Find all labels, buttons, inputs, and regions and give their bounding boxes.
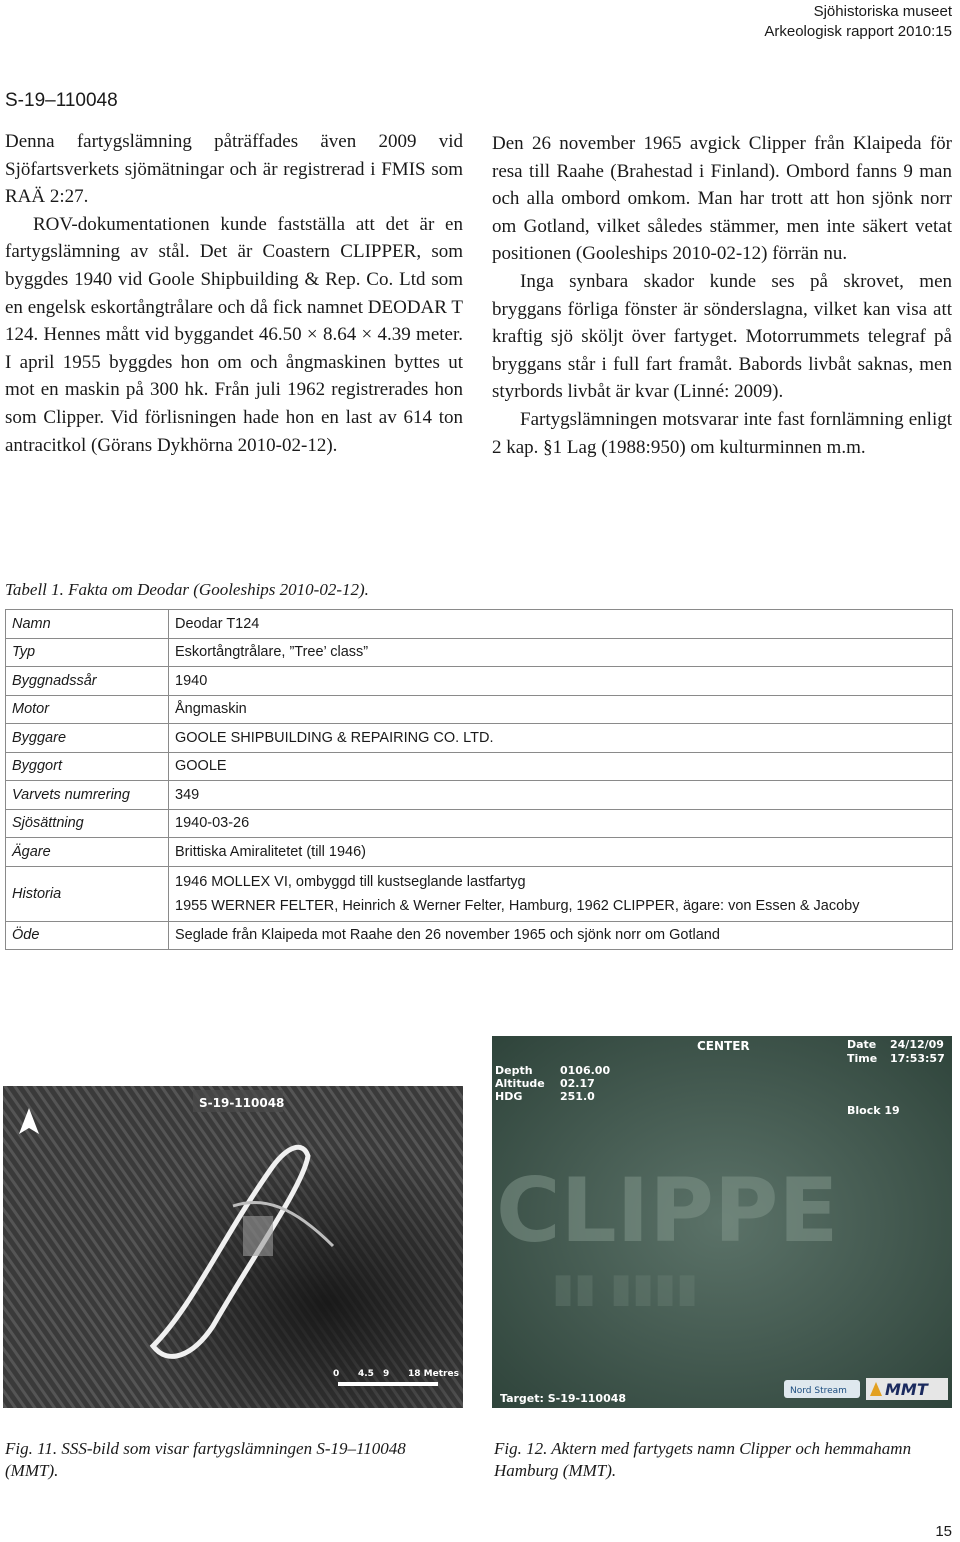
scale-bar: [338, 1382, 438, 1386]
time-label: Time: [847, 1052, 878, 1065]
hdg-label: HDG: [495, 1090, 523, 1103]
row-key: Byggnadssår: [6, 667, 169, 696]
table-row: [6, 752, 953, 781]
history-line: 1946 MOLLEX VI, ombyggd till kustseglande lastfartyg: [175, 873, 526, 890]
rov-image: [492, 1036, 952, 1408]
scale-label: 4.5: [358, 1369, 374, 1379]
table-row: [6, 866, 953, 921]
date-label: Date: [847, 1038, 877, 1051]
row-key: Historia: [6, 866, 169, 921]
row-value: GOOLE: [169, 752, 953, 781]
scale-label: 0: [333, 1369, 340, 1379]
nordstream-logo-text: Nord Stream: [790, 1386, 847, 1396]
row-key: Byggort: [6, 752, 169, 781]
paragraph: Inga synbara skador kunde ses på skrovet, men bryggans förliga fönster är sönderslagna, vilket kan visa att kraftig sjö sköljt över fartyget. Motorrummets telegraf på bryggans står i full fart framåt. Babords livbåt saknas, men styrbords livbåt är kvar (Linné: 2009).: [492, 270, 952, 403]
museum-name: Sjöhistoriska museet: [813, 3, 952, 20]
figure-11-caption: Fig. 11. SSS-bild som visar fartygslämningen S-19–110048 (MMT).: [5, 1439, 406, 1480]
table-row: [6, 610, 953, 639]
table-row: [6, 838, 953, 867]
mmt-logo-text: MMT: [885, 1380, 928, 1399]
table-row: [6, 724, 953, 753]
center-label: CENTER: [697, 1039, 750, 1053]
paragraph: Den 26 november 1965 avgick Clipper från Klaipeda för resa till Raahe (Brahestad i Finland). Ombord fanns 9 man och alla ombord omkom. Man har trott att hon sjönk norr om Gotland, vilket således stämmer, men inte säkert vetat positionen (Gooleships 2010-02-12) förrän nu.: [492, 133, 952, 265]
table-row: [6, 809, 953, 838]
figure-12-caption: Fig. 12. Aktern med fartygets namn Clipper och hemmahamn Hamburg (MMT).: [494, 1439, 912, 1480]
time-value: 17:53:57: [890, 1052, 945, 1065]
row-value: 349: [169, 781, 953, 810]
row-value: Deodar T124: [169, 610, 953, 639]
report-number: Arkeologisk rapport 2010:15: [764, 23, 952, 40]
rov-image-graphic: [492, 1036, 952, 1408]
facts-table: [5, 609, 953, 950]
depth-value: 0106.00: [560, 1064, 611, 1077]
row-key: Sjösättning: [6, 809, 169, 838]
depth-label: Depth: [495, 1064, 533, 1077]
altitude-value: 02.17: [560, 1077, 595, 1090]
scale-label: 9: [383, 1369, 390, 1379]
table-row: [6, 638, 953, 667]
block-label: Block 19: [847, 1104, 900, 1117]
row-key: Byggare: [6, 724, 169, 753]
row-value: Seglade från Klaipeda mot Raahe den 26 november 1965 och sjönk norr om Gotland: [169, 921, 953, 950]
sonar-id-label: S-19-110048: [199, 1096, 285, 1110]
row-value: Eskortångtrålare, ”Tree’ class”: [169, 638, 953, 667]
row-key: Ägare: [6, 838, 169, 867]
altitude-label: Altitude: [495, 1077, 545, 1090]
row-value: Ångmaskin: [169, 695, 953, 724]
page-number: 15: [935, 1523, 952, 1540]
row-value: 1940: [169, 667, 953, 696]
sonar-image: [3, 1086, 463, 1408]
row-key: Namn: [6, 610, 169, 639]
target-label: Target: S-19-110048: [500, 1392, 627, 1405]
row-value: Brittiska Amiralitetet (till 1946): [169, 838, 953, 867]
row-value: [169, 866, 953, 921]
left-text-column: [5, 128, 463, 459]
paragraph: ROV-dokumentationen kunde fastställa att det är en fartygslämning av stål. Det är Coastern CLIPPER, som byggdes 1940 vid Goole Shipbuilding & Rep. Co. Ltd som en engelsk eskortångtrålare och då fick namnet DEODAR T 124. Hennes mått vid byggandet 46.50 × 8.64 × 4.39 meter. I april 1955 byggdes hon om och ångmaskinen byttes ut mot en maskin på 300 hk. Från juli 1962 registrerades hon som Clipper. Vid förlisningen hade hon en last av 614 ton antracitkol (Görans Dykhörna 2010-02-12).: [5, 213, 463, 456]
sonar-image-graphic: [3, 1086, 463, 1408]
svg-text:▮▮ ▮▮▮▮: ▮▮ ▮▮▮▮: [552, 1265, 698, 1311]
table-row: [6, 667, 953, 696]
date-value: 24/12/09: [890, 1038, 944, 1051]
table-row: [6, 781, 953, 810]
row-key: Varvets numrering: [6, 781, 169, 810]
paragraph: Fartygslämningen motsvarar inte fast fornlämning enligt 2 kap. §1 Lag (1988:950) om kulturminnen m.m.: [492, 408, 952, 458]
running-header: [764, 2, 952, 42]
hull-lettering: CLIPPE: [496, 1159, 839, 1262]
row-value: GOOLE SHIPBUILDING & REPAIRING CO. LTD.: [169, 724, 953, 753]
scale-label: 18 Metres: [408, 1369, 459, 1379]
row-key: Öde: [6, 921, 169, 950]
table-row: [6, 921, 953, 950]
row-key: Typ: [6, 638, 169, 667]
section-heading: S-19–110048: [5, 90, 118, 111]
history-line: 1955 WERNER FELTER, Heinrich & Werner Felter, Hamburg, 1962 CLIPPER, ägare: von Essen & Jacoby: [175, 897, 860, 914]
paragraph: Denna fartygslämning påträffades även 2009 vid Sjöfartsverkets sjömätningar och är registrerad i FMIS som RAÄ 2:27.: [5, 131, 463, 208]
row-key: Motor: [6, 695, 169, 724]
table-row: [6, 695, 953, 724]
hdg-value: 251.0: [560, 1090, 595, 1103]
right-text-column: [492, 130, 952, 461]
row-value: 1940-03-26: [169, 809, 953, 838]
table-caption: Tabell 1. Fakta om Deodar (Gooleships 2010-02-12).: [5, 580, 369, 599]
